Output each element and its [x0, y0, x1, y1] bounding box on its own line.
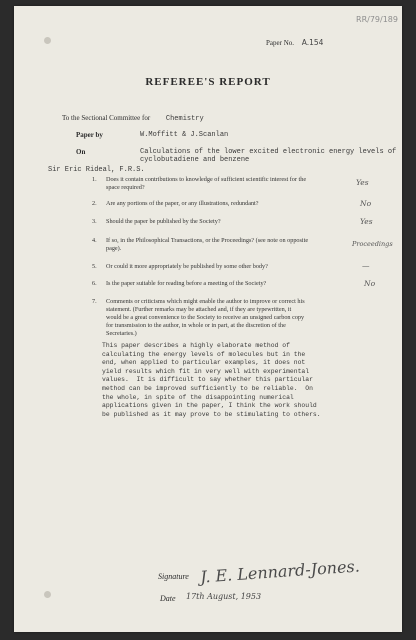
question-text: Or could it more appropriately be published by some other body? — [106, 263, 268, 270]
report-sheet — [14, 6, 402, 632]
referee-name: Sir Eric Rideal, F.R.S. — [48, 166, 145, 174]
answer-4: Proceedings — [352, 240, 393, 248]
question-3 — [92, 218, 340, 226]
committee-line — [62, 114, 204, 123]
referee-comment: This paper describes a highly elaborate method of calculating the energy levels of molecules but in the end, when applied to particular examples, it does not yield results which fit in very well with experimental values. It is difficult to say whether this particular method can be improved sufficiently to be reliable. On the whole, in spite of the disappointing numerical applications given in the paper, I think the work should be published as it may prove to be stimulating to others. — [102, 342, 321, 418]
question-text: If so, in the Philosophical Transactions, or the Proceedings? (see note on opposite — [106, 237, 309, 244]
paper-number-value: A.154 — [301, 38, 324, 47]
question-number: 7. — [92, 298, 97, 305]
answer-6: No — [364, 279, 376, 288]
page-title: REFEREE'S REPORT — [145, 76, 271, 88]
question-number: 5. — [92, 263, 97, 270]
question-number: 2. — [92, 200, 97, 207]
question-text: space required? — [106, 184, 145, 191]
paper-by-value: W.Moffitt & J.Scanlan — [140, 131, 229, 139]
paper-number — [266, 38, 323, 47]
answer-5: — — [362, 261, 370, 270]
signature-handwriting: J. E. Lennard-Jones. — [199, 556, 361, 587]
question-text: page). — [106, 245, 122, 252]
question-text: Are any portions of the paper, or any illustrations, redundant? — [106, 200, 259, 207]
answer-3: Yes — [360, 217, 373, 226]
question-text: Comments or criticisms which might enable the author to improve or correct his — [106, 298, 305, 305]
answer-2: No — [360, 199, 372, 208]
question-text: statement. (Further remarks may be attached and, if they are typewritten, it — [106, 306, 292, 313]
question-number: 4. — [92, 237, 97, 244]
paper-number-label: Paper No. — [266, 39, 294, 47]
on-value-1: Calculations of the lower excited electronic energy levels of — [140, 148, 397, 156]
signature-label: Signature — [158, 572, 189, 581]
question-number: 3. — [92, 218, 97, 225]
paper-by-label: Paper by — [76, 131, 103, 139]
question-number: 6. — [92, 280, 97, 287]
paper-by-line — [76, 131, 103, 139]
question-4 — [92, 237, 340, 253]
question-7 — [92, 298, 356, 338]
archive-reference: RR/79/189 — [356, 15, 398, 24]
question-5 — [92, 263, 340, 271]
question-text: Is the paper suitable for reading before a meeting of the Society? — [106, 280, 267, 287]
question-text: Secretaries.) — [106, 330, 137, 337]
question-text: would be a great convenience to the Society to receive an unsigned carbon copy — [106, 314, 305, 321]
date-label: Date — [160, 594, 176, 603]
on-line — [76, 148, 85, 156]
on-value-2: cyclobutadiene and benzene — [140, 156, 250, 164]
question-6 — [92, 280, 340, 288]
punch-hole-icon — [44, 591, 51, 598]
punch-hole-icon — [44, 37, 51, 44]
question-text: Does it contain contributions to knowledge of sufficient scientific interest for the — [106, 176, 307, 183]
question-2 — [92, 200, 340, 208]
question-number: 1. — [92, 176, 97, 183]
on-label: On — [76, 148, 86, 156]
committee-value: Chemistry — [165, 115, 204, 123]
question-text: for transmission to the author, in whole or in part, at the discretion of the — [106, 322, 286, 329]
question-1 — [92, 176, 340, 192]
question-text: Should the paper be published by the Society? — [106, 218, 221, 225]
committee-label: To the Sectional Committee for — [62, 114, 151, 122]
answer-1: Yes — [356, 178, 369, 187]
date-value: 17th August, 1953 — [186, 592, 262, 601]
